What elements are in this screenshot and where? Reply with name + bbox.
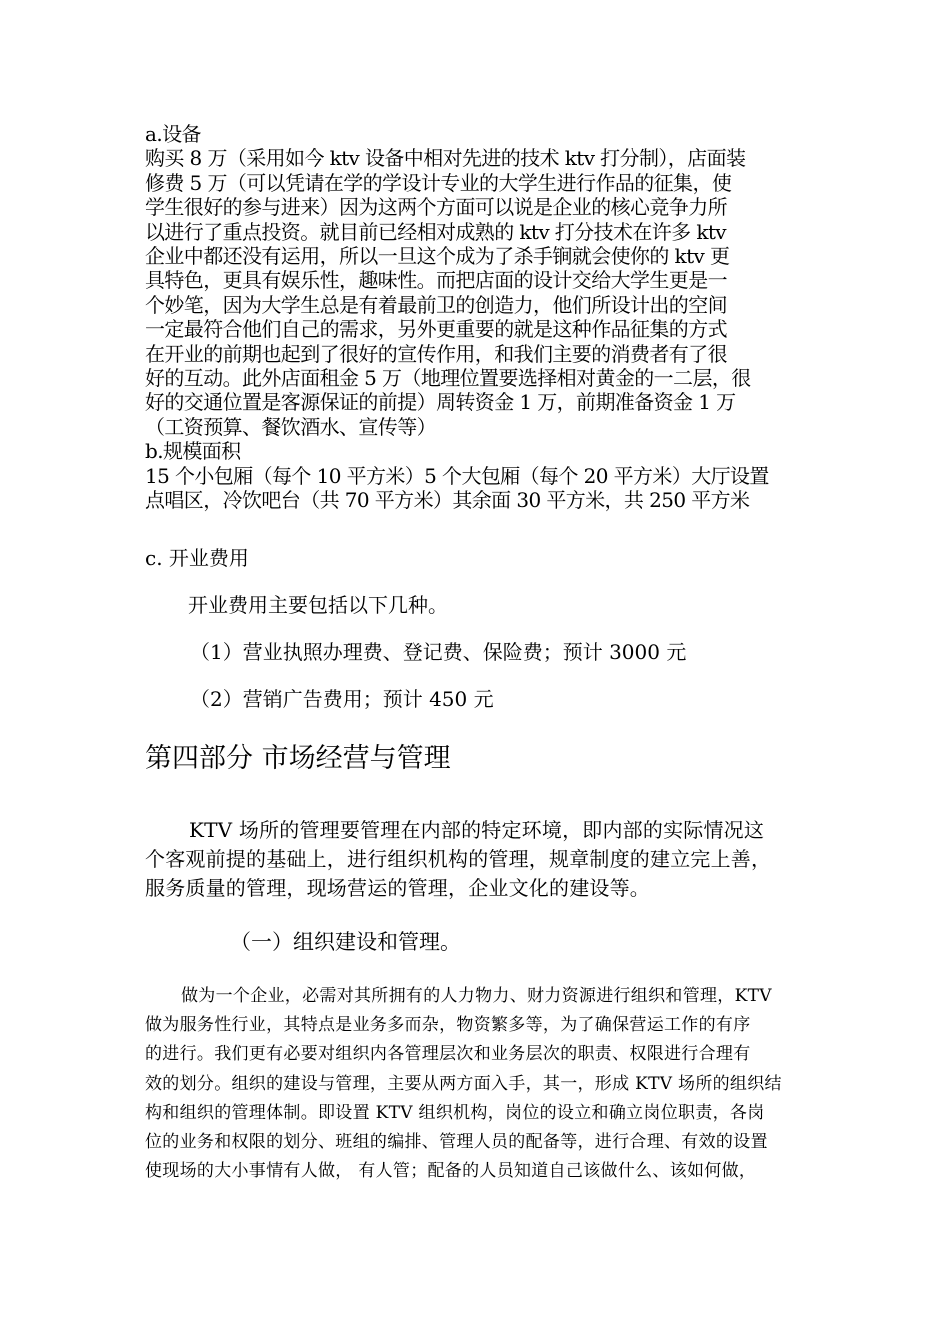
- section-a-line: 一定最符合他们自己的需求，另外更重要的就是这种作品征集的方式: [145, 317, 727, 342]
- section-a-line: 企业中都还没有运用，所以一旦这个成为了杀手锏就会使你的 ktv 更: [145, 244, 730, 269]
- section-b-line: 15 个小包厢（每个 10 平方米）5 个大包厢（每个 20 平方米）大厅设置: [145, 463, 769, 488]
- section-a-line: 修费 5 万（可以凭请在学的学设计专业的大学生进行作品的征集，使: [145, 170, 732, 195]
- section-a-line: 具特色，更具有娱乐性，趣味性。而把店面的设计交给大学生更是一: [145, 268, 727, 293]
- section-a-line: 在开业的前期也起到了很好的宣传作用，和我们主要的消费者有了很: [145, 341, 727, 366]
- org-subheading: （一）组织建设和管理。: [230, 930, 461, 954]
- paragraph-line: 做为一个企业，必需对其所拥有的人力物力、财力资源进行组织和管理，KTV: [181, 986, 772, 1006]
- section-a-line: 好的互动。此外店面租金 5 万（地理位置要选择相对黄金的一二层，很: [145, 366, 751, 391]
- paragraph-line: 构和组织的管理体制。即设置 KTV 组织机构，岗位的设立和确立岗位职责，各岗: [145, 1102, 765, 1123]
- section-a-line: 学生很好的参与进来）因为这两个方面可以说是企业的核心竞争力所: [145, 195, 727, 220]
- section-c-item: （2）营销广告费用；预计 450 元: [190, 687, 494, 711]
- paragraph-line: 的进行。我们更有必要对组织内各管理层次和业务层次的职责、权限进行合理有: [145, 1044, 751, 1065]
- section-b-heading: b.规模面积: [145, 439, 241, 464]
- paragraph-line: KTV 场所的管理要管理在内部的特定环境，即内部的实际情况这: [189, 818, 765, 842]
- section-c-intro: 开业费用主要包括以下几种。: [188, 593, 448, 617]
- paragraph-line: 服务质量的管理，现场营运的管理，企业文化的建设等。: [145, 876, 650, 900]
- paragraph-line: 位的业务和权限的划分、班组的编排、管理人员的配备等，进行合理、有效的设置: [145, 1132, 768, 1153]
- section-a-heading: a.设备: [145, 122, 201, 146]
- section-b-line: 点唱区，冷饮吧台（共 70 平方米）其余面 30 平方米，共 250 平方米: [145, 488, 750, 513]
- paragraph-line: 做为服务性行业，其特点是业务多而杂，物资繁多等，为了确保营运工作的有序: [145, 1015, 751, 1036]
- section-a-line: （工资预算、餐饮酒水、宣传等）: [145, 414, 436, 439]
- paragraph-line: 使现场的大小事情有人做， 有人管；配备的人员知道自己该做什么、该如何做，: [145, 1161, 757, 1182]
- section-a-line: 好的交通位置是客源保证的前提）周转资金 1 万，前期准备资金 1 万: [145, 390, 736, 415]
- paragraph-line: 个客观前提的基础上，进行组织机构的管理，规章制度的建立完上善，: [145, 847, 772, 871]
- section-a-b: [145, 122, 815, 513]
- section-a-line: 以进行了重点投资。就目前已经相对成熟的 ktv 打分技术在许多 ktv: [145, 219, 726, 244]
- section-a-line: 购买 8 万（采用如今 ktv 设备中相对先进的技术 ktv 打分制），店面装: [145, 146, 746, 171]
- section-c-heading: c. 开业费用: [145, 546, 249, 570]
- part4-paragraph: [145, 816, 815, 903]
- part4-title: 第四部分 市场经营与管理: [145, 743, 451, 774]
- section-a-line: 个妙笔，因为大学生总是有着最前卫的创造力，他们所设计出的空间: [145, 292, 727, 317]
- paragraph-line: 效的划分。组织的建设与管理，主要从两方面入手，其一，形成 KTV 场所的组织结: [145, 1073, 782, 1094]
- section-c-item: （1）营业执照办理费、登记费、保险费；预计 3000 元: [190, 640, 687, 664]
- org-paragraph: [145, 982, 815, 1186]
